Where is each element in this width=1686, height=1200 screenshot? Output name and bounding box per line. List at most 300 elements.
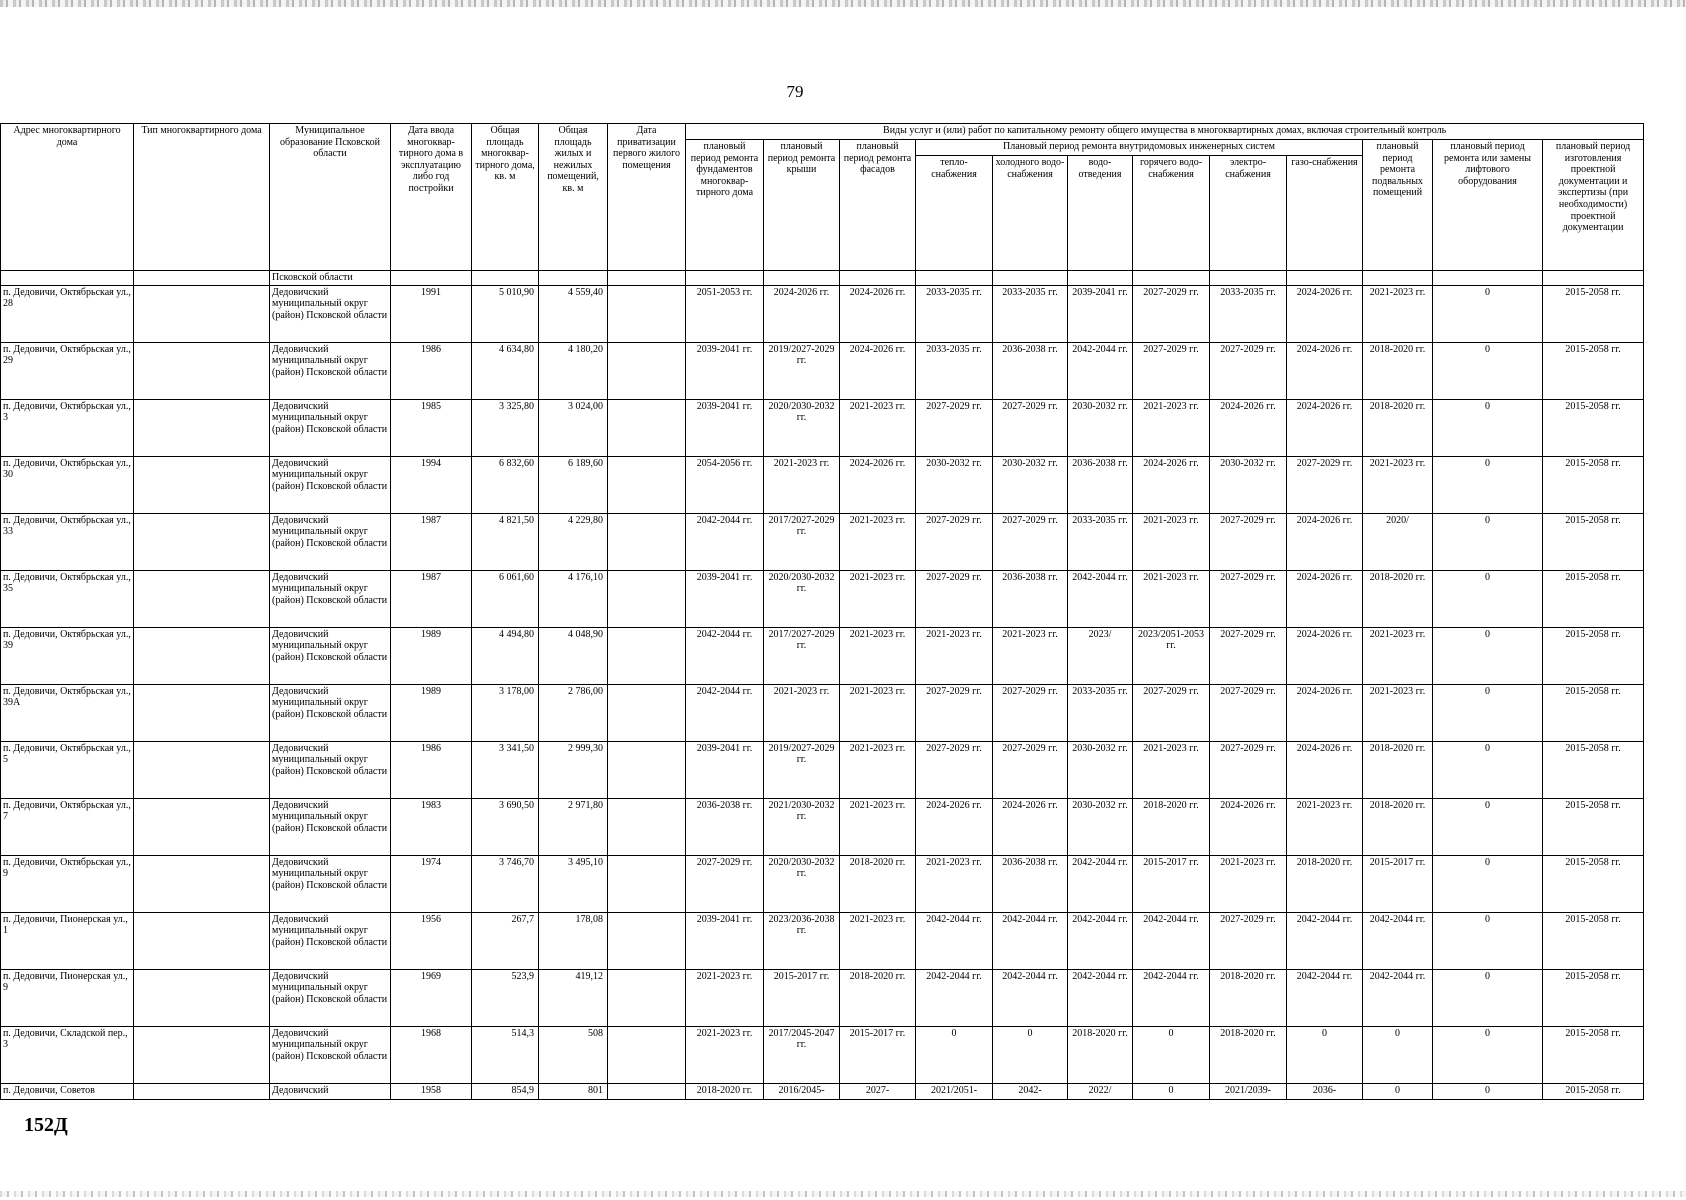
house-type-cell xyxy=(134,399,270,456)
sewer-period-cell: 2030-2032 гг. xyxy=(1068,741,1133,798)
municipality-cell: Дедовичский муниципальный округ (район) Псковской области xyxy=(270,399,391,456)
premises-area-cell: 419,12 xyxy=(539,969,608,1026)
elevator-period-cell: 0 xyxy=(1433,285,1543,342)
header-total-area: Общая площадь многоквар-тирного дома, кв. м xyxy=(472,124,539,271)
roof-period-cell: 2019/2027-2029 гг. xyxy=(764,741,840,798)
premises-area-cell: 2 999,30 xyxy=(539,741,608,798)
address-cell: п. Дедовичи, Октябрьская ул., 30 xyxy=(1,456,134,513)
document-code: 152Д xyxy=(24,1114,68,1136)
facade-period-cell: 2027- xyxy=(840,1083,916,1099)
address-cell: п. Дедовичи, Октябрьская ул., 33 xyxy=(1,513,134,570)
roof-period-cell: 2017/2045-2047 гг. xyxy=(764,1026,840,1083)
table-row xyxy=(1,513,1644,570)
total-area-cell: 4 494,80 xyxy=(472,627,539,684)
basement-period-cell: 2018-2020 гг. xyxy=(1363,798,1433,855)
header-address: Адрес многоквартирного дома xyxy=(1,124,134,271)
header-sewer: водо-отведения xyxy=(1068,156,1133,271)
sewer-period-cell: 2030-2032 гг. xyxy=(1068,798,1133,855)
gas-period-cell: 2024-2026 гг. xyxy=(1287,684,1363,741)
design-docs-period-cell: 2015-2058 гг. xyxy=(1543,285,1644,342)
privatization-date-cell xyxy=(608,1083,686,1099)
heat-supply-period-cell: 2021-2023 гг. xyxy=(916,855,993,912)
gas-period-cell: 2027-2029 гг. xyxy=(1287,456,1363,513)
cold-water-period-cell: 2021-2023 гг. xyxy=(993,627,1068,684)
electric-period-cell: 2033-2035 гг. xyxy=(1210,285,1287,342)
header-elevator: плановый период ремонта или замены лифтового оборудования xyxy=(1433,140,1543,271)
total-area-cell: 3 325,80 xyxy=(472,399,539,456)
cold-water-period-cell: 2036-2038 гг. xyxy=(993,342,1068,399)
header-premises-area: Общая площадь жилых и нежилых помещений, кв. м xyxy=(539,124,608,271)
house-type-cell xyxy=(134,570,270,627)
gas-period-cell: 2024-2026 гг. xyxy=(1287,342,1363,399)
total-area-cell: 6 832,60 xyxy=(472,456,539,513)
cold-water-period-cell: 2042-2044 гг. xyxy=(993,969,1068,1026)
privatization-date-cell xyxy=(608,342,686,399)
commissioning-date-cell: 1986 xyxy=(391,342,472,399)
table-row xyxy=(1,741,1644,798)
roof-period-cell: 2021-2023 гг. xyxy=(764,456,840,513)
cold-water-period-cell: 2027-2029 гг. xyxy=(993,741,1068,798)
sewer-period-cell: 2018-2020 гг. xyxy=(1068,1026,1133,1083)
header-municipality: Муниципальное образование Псковской области xyxy=(270,124,391,271)
privatization-date-cell xyxy=(608,513,686,570)
hot-water-period-cell: 2042-2044 гг. xyxy=(1133,969,1210,1026)
premises-area-cell: 2 786,00 xyxy=(539,684,608,741)
cold-water-period-cell: 2027-2029 гг. xyxy=(993,684,1068,741)
total-area-cell: 514,3 xyxy=(472,1026,539,1083)
design-docs-period-cell: 2015-2058 гг. xyxy=(1543,969,1644,1026)
commissioning-date-cell: 1983 xyxy=(391,798,472,855)
foundation-period-cell: 2021-2023 гг. xyxy=(686,1026,764,1083)
sewer-period-cell: 2022/ xyxy=(1068,1083,1133,1099)
municipality-cell: Дедовичский муниципальный округ (район) Псковской области xyxy=(270,855,391,912)
heat-supply-period-cell: 2024-2026 гг. xyxy=(916,798,993,855)
gas-period-cell: 2024-2026 гг. xyxy=(1287,513,1363,570)
elevator-period-cell: 0 xyxy=(1433,741,1543,798)
foundation-period-cell: 2042-2044 гг. xyxy=(686,513,764,570)
commissioning-date-cell: 1989 xyxy=(391,684,472,741)
table-row xyxy=(1,570,1644,627)
basement-period-cell: 2042-2044 гг. xyxy=(1363,912,1433,969)
foundation-period-cell: 2036-2038 гг. xyxy=(686,798,764,855)
roof-period-cell: 2023/2036-2038 гг. xyxy=(764,912,840,969)
premises-area-cell: 4 176,10 xyxy=(539,570,608,627)
address-cell: п. Дедовичи, Октябрьская ул., 29 xyxy=(1,342,134,399)
premises-area-cell: 801 xyxy=(539,1083,608,1099)
commissioning-date-cell: 1994 xyxy=(391,456,472,513)
foundation-period-cell: 2039-2041 гг. xyxy=(686,342,764,399)
electric-period-cell: 2027-2029 гг. xyxy=(1210,912,1287,969)
facade-period-cell: 2024-2026 гг. xyxy=(840,342,916,399)
house-type-cell xyxy=(134,513,270,570)
commissioning-date-cell: 1986 xyxy=(391,741,472,798)
foundation-period-cell: 2039-2041 гг. xyxy=(686,399,764,456)
address-cell: п. Дедовичи, Пионерская ул., 9 xyxy=(1,969,134,1026)
hot-water-period-cell: 2015-2017 гг. xyxy=(1133,855,1210,912)
privatization-date-cell xyxy=(608,912,686,969)
premises-area-cell: 508 xyxy=(539,1026,608,1083)
commissioning-date-cell: 1969 xyxy=(391,969,472,1026)
house-type-cell xyxy=(134,741,270,798)
facade-period-cell: 2018-2020 гг. xyxy=(840,969,916,1026)
hot-water-period-cell: 0 xyxy=(1133,1026,1210,1083)
elevator-period-cell: 0 xyxy=(1433,969,1543,1026)
table-row xyxy=(1,912,1644,969)
basement-period-cell: 2018-2020 гг. xyxy=(1363,342,1433,399)
cold-water-period-cell: 2024-2026 гг. xyxy=(993,798,1068,855)
electric-period-cell: 2018-2020 гг. xyxy=(1210,969,1287,1026)
facade-period-cell: 2021-2023 гг. xyxy=(840,627,916,684)
table-row xyxy=(1,285,1644,342)
premises-area-cell: 4 180,20 xyxy=(539,342,608,399)
total-area-cell: 3 690,50 xyxy=(472,798,539,855)
capital-repair-table xyxy=(0,123,1644,1100)
facade-period-cell: 2021-2023 гг. xyxy=(840,570,916,627)
hot-water-period-cell: 0 xyxy=(1133,1083,1210,1099)
commissioning-date-cell: 1991 xyxy=(391,285,472,342)
house-type-cell xyxy=(134,684,270,741)
header-hot-water: горячего водо-снабжения xyxy=(1133,156,1210,271)
basement-period-cell: 2018-2020 гг. xyxy=(1363,741,1433,798)
privatization-date-cell xyxy=(608,456,686,513)
address-cell: п. Дедовичи, Октябрьская ул., 5 xyxy=(1,741,134,798)
scan-edge-bottom xyxy=(0,1191,1686,1197)
table-row xyxy=(1,456,1644,513)
heat-supply-period-cell: 2042-2044 гг. xyxy=(916,969,993,1026)
carry-over-municipality: Псковской области xyxy=(270,271,391,286)
header-gas: газо-снабжения xyxy=(1287,156,1363,271)
hot-water-period-cell: 2021-2023 гг. xyxy=(1133,741,1210,798)
roof-period-cell: 2015-2017 гг. xyxy=(764,969,840,1026)
table-row xyxy=(1,684,1644,741)
facade-period-cell: 2024-2026 гг. xyxy=(840,456,916,513)
sewer-period-cell: 2042-2044 гг. xyxy=(1068,855,1133,912)
electric-period-cell: 2027-2029 гг. xyxy=(1210,570,1287,627)
premises-area-cell: 2 971,80 xyxy=(539,798,608,855)
foundation-period-cell: 2039-2041 гг. xyxy=(686,570,764,627)
roof-period-cell: 2016/2045- xyxy=(764,1083,840,1099)
gas-period-cell: 2042-2044 гг. xyxy=(1287,969,1363,1026)
electric-period-cell: 2024-2026 гг. xyxy=(1210,798,1287,855)
house-type-cell xyxy=(134,798,270,855)
address-cell: п. Дедовичи, Пионерская ул., 1 xyxy=(1,912,134,969)
commissioning-date-cell: 1974 xyxy=(391,855,472,912)
gas-period-cell: 2042-2044 гг. xyxy=(1287,912,1363,969)
house-type-cell xyxy=(134,1083,270,1099)
roof-period-cell: 2017/2027-2029 гг. xyxy=(764,513,840,570)
heat-supply-period-cell: 2027-2029 гг. xyxy=(916,399,993,456)
house-type-cell xyxy=(134,342,270,399)
municipality-cell: Дедовичский муниципальный округ (район) Псковской области xyxy=(270,969,391,1026)
table-row xyxy=(1,342,1644,399)
electric-period-cell: 2021-2023 гг. xyxy=(1210,855,1287,912)
commissioning-date-cell: 1989 xyxy=(391,627,472,684)
municipality-cell: Дедовичский муниципальный округ (район) Псковской области xyxy=(270,513,391,570)
cold-water-period-cell: 2036-2038 гг. xyxy=(993,855,1068,912)
design-docs-period-cell: 2015-2058 гг. xyxy=(1543,1083,1644,1099)
cold-water-period-cell: 2036-2038 гг. xyxy=(993,570,1068,627)
hot-water-period-cell: 2024-2026 гг. xyxy=(1133,456,1210,513)
privatization-date-cell xyxy=(608,798,686,855)
cold-water-period-cell: 2042- xyxy=(993,1083,1068,1099)
privatization-date-cell xyxy=(608,741,686,798)
sewer-period-cell: 2030-2032 гг. xyxy=(1068,399,1133,456)
header-privatization-date: Дата приватизации первого жилого помещения xyxy=(608,124,686,271)
elevator-period-cell: 0 xyxy=(1433,399,1543,456)
privatization-date-cell xyxy=(608,969,686,1026)
heat-supply-period-cell: 2033-2035 гг. xyxy=(916,342,993,399)
sewer-period-cell: 2042-2044 гг. xyxy=(1068,570,1133,627)
header-systems-group: Плановый период ремонта внутридомовых инженерных систем xyxy=(916,140,1363,156)
house-type-cell xyxy=(134,855,270,912)
total-area-cell: 5 010,90 xyxy=(472,285,539,342)
municipality-cell: Дедовичский муниципальный округ (район) Псковской области xyxy=(270,912,391,969)
facade-period-cell: 2021-2023 гг. xyxy=(840,513,916,570)
municipality-cell: Дедовичский муниципальный округ (район) Псковской области xyxy=(270,342,391,399)
privatization-date-cell xyxy=(608,285,686,342)
heat-supply-period-cell: 0 xyxy=(916,1026,993,1083)
hot-water-period-cell: 2021-2023 гг. xyxy=(1133,513,1210,570)
premises-area-cell: 3 495,10 xyxy=(539,855,608,912)
facade-period-cell: 2024-2026 гг. xyxy=(840,285,916,342)
header-basement: плановый период ремонта подвальных помещений xyxy=(1363,140,1433,271)
design-docs-period-cell: 2015-2058 гг. xyxy=(1543,570,1644,627)
hot-water-period-cell: 2018-2020 гг. xyxy=(1133,798,1210,855)
municipality-cell: Дедовичский муниципальный округ (район) Псковской области xyxy=(270,1026,391,1083)
basement-period-cell: 2015-2017 гг. xyxy=(1363,855,1433,912)
electric-period-cell: 2021/2039- xyxy=(1210,1083,1287,1099)
heat-supply-period-cell: 2042-2044 гг. xyxy=(916,912,993,969)
privatization-date-cell xyxy=(608,684,686,741)
cold-water-period-cell: 2033-2035 гг. xyxy=(993,285,1068,342)
cold-water-period-cell: 2027-2029 гг. xyxy=(993,513,1068,570)
elevator-period-cell: 0 xyxy=(1433,627,1543,684)
total-area-cell: 6 061,60 xyxy=(472,570,539,627)
basement-period-cell: 2021-2023 гг. xyxy=(1363,627,1433,684)
basement-period-cell: 2042-2044 гг. xyxy=(1363,969,1433,1026)
facade-period-cell: 2018-2020 гг. xyxy=(840,855,916,912)
hot-water-period-cell: 2021-2023 гг. xyxy=(1133,570,1210,627)
table-row xyxy=(1,627,1644,684)
table-row xyxy=(1,1083,1644,1099)
header-house-type: Тип многоквартирного дома xyxy=(134,124,270,271)
roof-period-cell: 2021-2023 гг. xyxy=(764,684,840,741)
cold-water-period-cell: 2030-2032 гг. xyxy=(993,456,1068,513)
design-docs-period-cell: 2015-2058 гг. xyxy=(1543,855,1644,912)
roof-period-cell: 2020/2030-2032 гг. xyxy=(764,855,840,912)
address-cell: п. Дедовичи, Октябрьская ул., 35 xyxy=(1,570,134,627)
heat-supply-period-cell: 2027-2029 гг. xyxy=(916,513,993,570)
heat-supply-period-cell: 2021/2051- xyxy=(916,1083,993,1099)
municipality-cell: Дедовичский муниципальный округ (район) Псковской области xyxy=(270,684,391,741)
privatization-date-cell xyxy=(608,627,686,684)
basement-period-cell: 2021-2023 гг. xyxy=(1363,456,1433,513)
design-docs-period-cell: 2015-2058 гг. xyxy=(1543,1026,1644,1083)
table-row xyxy=(1,798,1644,855)
hot-water-period-cell: 2021-2023 гг. xyxy=(1133,399,1210,456)
gas-period-cell: 2021-2023 гг. xyxy=(1287,798,1363,855)
cold-water-period-cell: 0 xyxy=(993,1026,1068,1083)
elevator-period-cell: 0 xyxy=(1433,798,1543,855)
privatization-date-cell xyxy=(608,1026,686,1083)
foundation-period-cell: 2018-2020 гг. xyxy=(686,1083,764,1099)
premises-area-cell: 4 559,40 xyxy=(539,285,608,342)
electric-period-cell: 2027-2029 гг. xyxy=(1210,684,1287,741)
gas-period-cell: 2024-2026 гг. xyxy=(1287,399,1363,456)
design-docs-period-cell: 2015-2058 гг. xyxy=(1543,798,1644,855)
roof-period-cell: 2020/2030-2032 гг. xyxy=(764,399,840,456)
heat-supply-period-cell: 2027-2029 гг. xyxy=(916,741,993,798)
design-docs-period-cell: 2015-2058 гг. xyxy=(1543,399,1644,456)
house-type-cell xyxy=(134,627,270,684)
municipality-cell: Дедовичский муниципальный округ (район) Псковской области xyxy=(270,570,391,627)
header-cold-water: холодного водо-снабжения xyxy=(993,156,1068,271)
facade-period-cell: 2021-2023 гг. xyxy=(840,399,916,456)
basement-period-cell: 2020/ xyxy=(1363,513,1433,570)
electric-period-cell: 2027-2029 гг. xyxy=(1210,627,1287,684)
house-type-cell xyxy=(134,1026,270,1083)
sewer-period-cell: 2036-2038 гг. xyxy=(1068,456,1133,513)
elevator-period-cell: 0 xyxy=(1433,912,1543,969)
total-area-cell: 3 341,50 xyxy=(472,741,539,798)
house-type-cell xyxy=(134,285,270,342)
basement-period-cell: 2021-2023 гг. xyxy=(1363,684,1433,741)
facade-period-cell: 2021-2023 гг. xyxy=(840,798,916,855)
house-type-cell xyxy=(134,912,270,969)
commissioning-date-cell: 1968 xyxy=(391,1026,472,1083)
total-area-cell: 523,9 xyxy=(472,969,539,1026)
elevator-period-cell: 0 xyxy=(1433,570,1543,627)
gas-period-cell: 2036- xyxy=(1287,1083,1363,1099)
total-area-cell: 3 746,70 xyxy=(472,855,539,912)
foundation-period-cell: 2051-2053 гг. xyxy=(686,285,764,342)
municipality-cell: Дедовичский xyxy=(270,1083,391,1099)
roof-period-cell: 2017/2027-2029 гг. xyxy=(764,627,840,684)
design-docs-period-cell: 2015-2058 гг. xyxy=(1543,342,1644,399)
carry-over-row xyxy=(1,271,1644,286)
table-row xyxy=(1,969,1644,1026)
design-docs-period-cell: 2015-2058 гг. xyxy=(1543,456,1644,513)
electric-period-cell: 2018-2020 гг. xyxy=(1210,1026,1287,1083)
sewer-period-cell: 2023/ xyxy=(1068,627,1133,684)
basement-period-cell: 2018-2020 гг. xyxy=(1363,570,1433,627)
premises-area-cell: 6 189,60 xyxy=(539,456,608,513)
house-type-cell xyxy=(134,969,270,1026)
address-cell: п. Дедовичи, Октябрьская ул., 3 xyxy=(1,399,134,456)
design-docs-period-cell: 2015-2058 гг. xyxy=(1543,627,1644,684)
header-commissioning-date: Дата ввода многоквар-тирного дома в эксплуатацию либо год постройки xyxy=(391,124,472,271)
design-docs-period-cell: 2015-2058 гг. xyxy=(1543,912,1644,969)
foundation-period-cell: 2042-2044 гг. xyxy=(686,627,764,684)
gas-period-cell: 2018-2020 гг. xyxy=(1287,855,1363,912)
roof-period-cell: 2024-2026 гг. xyxy=(764,285,840,342)
foundation-period-cell: 2054-2056 гг. xyxy=(686,456,764,513)
foundation-period-cell: 2042-2044 гг. xyxy=(686,684,764,741)
facade-period-cell: 2021-2023 гг. xyxy=(840,912,916,969)
total-area-cell: 267,7 xyxy=(472,912,539,969)
commissioning-date-cell: 1987 xyxy=(391,513,472,570)
heat-supply-period-cell: 2021-2023 гг. xyxy=(916,627,993,684)
table-row xyxy=(1,1026,1644,1083)
header-works-group: Виды услуг и (или) работ по капитальному ремонту общего имущества в многоквартирных домах, включая строительный контроль xyxy=(686,124,1644,140)
header-heat: тепло-снабжения xyxy=(916,156,993,271)
facade-period-cell: 2015-2017 гг. xyxy=(840,1026,916,1083)
electric-period-cell: 2024-2026 гг. xyxy=(1210,399,1287,456)
foundation-period-cell: 2027-2029 гг. xyxy=(686,855,764,912)
cold-water-period-cell: 2027-2029 гг. xyxy=(993,399,1068,456)
roof-period-cell: 2020/2030-2032 гг. xyxy=(764,570,840,627)
sewer-period-cell: 2042-2044 гг. xyxy=(1068,342,1133,399)
sewer-period-cell: 2042-2044 гг. xyxy=(1068,912,1133,969)
roof-period-cell: 2019/2027-2029 гг. xyxy=(764,342,840,399)
privatization-date-cell xyxy=(608,855,686,912)
header-foundation: плановый период ремонта фундаментов многоквар-тирного дома xyxy=(686,140,764,271)
foundation-period-cell: 2021-2023 гг. xyxy=(686,969,764,1026)
total-area-cell: 4 634,80 xyxy=(472,342,539,399)
hot-water-period-cell: 2042-2044 гг. xyxy=(1133,912,1210,969)
electric-period-cell: 2027-2029 гг. xyxy=(1210,741,1287,798)
elevator-period-cell: 0 xyxy=(1433,684,1543,741)
sewer-period-cell: 2042-2044 гг. xyxy=(1068,969,1133,1026)
header-electric: электро-снабжения xyxy=(1210,156,1287,271)
facade-period-cell: 2021-2023 гг. xyxy=(840,684,916,741)
heat-supply-period-cell: 2027-2029 гг. xyxy=(916,684,993,741)
table-row xyxy=(1,399,1644,456)
gas-period-cell: 2024-2026 гг. xyxy=(1287,570,1363,627)
elevator-period-cell: 0 xyxy=(1433,456,1543,513)
header-facade: плановый период ремонта фасадов xyxy=(840,140,916,271)
electric-period-cell: 2027-2029 гг. xyxy=(1210,342,1287,399)
sewer-period-cell: 2033-2035 гг. xyxy=(1068,513,1133,570)
electric-period-cell: 2027-2029 гг. xyxy=(1210,513,1287,570)
address-cell: п. Дедовичи, Октябрьская ул., 28 xyxy=(1,285,134,342)
header-roof: плановый период ремонта крыши xyxy=(764,140,840,271)
design-docs-period-cell: 2015-2058 гг. xyxy=(1543,513,1644,570)
heat-supply-period-cell: 2027-2029 гг. xyxy=(916,570,993,627)
hot-water-period-cell: 2023/2051-2053 гг. xyxy=(1133,627,1210,684)
municipality-cell: Дедовичский муниципальный округ (район) Псковской области xyxy=(270,741,391,798)
address-cell: п. Дедовичи, Октябрьская ул., 39А xyxy=(1,684,134,741)
address-cell: п. Дедовичи, Октябрьская ул., 9 xyxy=(1,855,134,912)
basement-period-cell: 0 xyxy=(1363,1026,1433,1083)
elevator-period-cell: 0 xyxy=(1433,1083,1543,1099)
municipality-cell: Дедовичский муниципальный округ (район) Псковской области xyxy=(270,627,391,684)
gas-period-cell: 2024-2026 гг. xyxy=(1287,627,1363,684)
header-design-docs: плановый период изготовления проектной документации и экспертизы (при необходимости) проектной документации xyxy=(1543,140,1644,271)
municipality-cell: Дедовичский муниципальный округ (район) Псковской области xyxy=(270,285,391,342)
address-cell: п. Дедовичи, Советов xyxy=(1,1083,134,1099)
privatization-date-cell xyxy=(608,570,686,627)
municipality-cell: Дедовичский муниципальный округ (район) Псковской области xyxy=(270,456,391,513)
total-area-cell: 4 821,50 xyxy=(472,513,539,570)
address-cell: п. Дедовичи, Октябрьская ул., 7 xyxy=(1,798,134,855)
design-docs-period-cell: 2015-2058 гг. xyxy=(1543,741,1644,798)
heat-supply-period-cell: 2030-2032 гг. xyxy=(916,456,993,513)
gas-period-cell: 0 xyxy=(1287,1026,1363,1083)
sewer-period-cell: 2033-2035 гг. xyxy=(1068,684,1133,741)
electric-period-cell: 2030-2032 гг. xyxy=(1210,456,1287,513)
foundation-period-cell: 2039-2041 гг. xyxy=(686,741,764,798)
house-type-cell xyxy=(134,456,270,513)
heat-supply-period-cell: 2033-2035 гг. xyxy=(916,285,993,342)
total-area-cell: 3 178,00 xyxy=(472,684,539,741)
table-row xyxy=(1,855,1644,912)
basement-period-cell: 0 xyxy=(1363,1083,1433,1099)
premises-area-cell: 4 048,90 xyxy=(539,627,608,684)
roof-period-cell: 2021/2030-2032 гг. xyxy=(764,798,840,855)
sewer-period-cell: 2039-2041 гг. xyxy=(1068,285,1133,342)
hot-water-period-cell: 2027-2029 гг. xyxy=(1133,684,1210,741)
